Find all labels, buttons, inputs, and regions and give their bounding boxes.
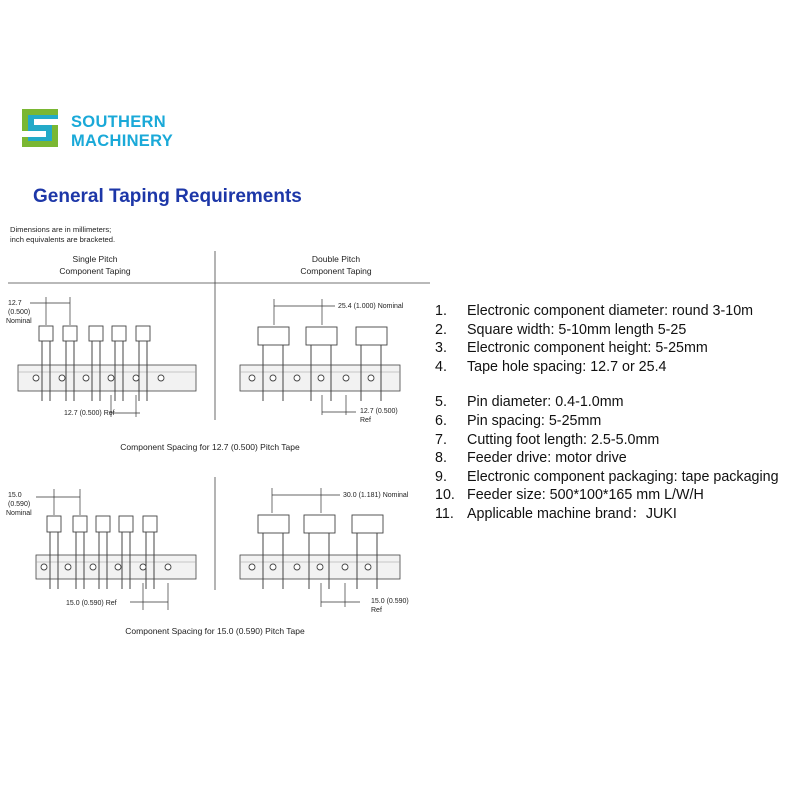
page-title: General Taping Requirements — [33, 186, 302, 207]
list-item — [435, 468, 795, 487]
pitch-dimension-label: 30.0 (1.181) Nominal — [343, 492, 409, 499]
item-text: Feeder size: 500*100*165 mm L/W/H — [467, 487, 704, 504]
units-note-line: Dimensions are in millimeters; — [10, 225, 112, 234]
pitch-dimension-label: (0.500) — [8, 309, 31, 316]
item-text: Applicable machine brand：JUKI — [467, 505, 677, 522]
item-number: 7. — [435, 431, 447, 448]
pitch-dimension-label: 15.0 — [8, 492, 22, 499]
item-number: 1. — [435, 303, 447, 319]
list-item — [435, 431, 795, 450]
single-pitch-header: Single Pitch — [72, 254, 118, 264]
list-item — [435, 393, 795, 412]
ref-dimension-label: 12.7 (0.500) Ref — [64, 410, 115, 417]
brand-mark-icon — [18, 105, 64, 151]
ref-dimension-label: 15.0 (0.590) Ref — [66, 600, 117, 607]
item-number: 4. — [435, 358, 447, 375]
item-text: Electronic component packaging: tape packaging — [467, 468, 779, 485]
pitch-dimension-label: Nominal — [6, 318, 32, 325]
item-number: 9. — [435, 468, 447, 485]
single-tape-top — [6, 297, 196, 417]
item-number: 2. — [435, 321, 447, 338]
double-pitch-header: Component Taping — [300, 266, 372, 276]
item-number: 8. — [435, 450, 447, 467]
list-spacer — [435, 376, 795, 393]
item-number: 3. — [435, 340, 447, 357]
pitch-dimension-label: 12.7 — [8, 300, 22, 307]
pitch-dimension-label: 25.4 (1.000) Nominal — [338, 303, 404, 310]
list-item — [435, 339, 795, 358]
double-tape-top — [240, 299, 404, 424]
double-tape-bottom — [240, 488, 409, 614]
units-note-line: inch equivalents are bracketed. — [10, 234, 116, 244]
ref-dimension-label: Ref — [371, 607, 382, 614]
ref-dimension-label: 12.7 (0.500) — [360, 408, 398, 415]
item-number: 5. — [435, 394, 447, 411]
item-text: Tape hole spacing: 12.7 or 25.4 — [467, 358, 667, 375]
list-item — [435, 358, 795, 377]
list-item — [435, 302, 795, 321]
item-text: Electronic component diameter: round 3-10m — [467, 303, 754, 319]
item-text: Pin diameter: 0.4-1.0mm — [467, 394, 624, 411]
taping-diagram — [0, 245, 430, 645]
item-text: Cutting foot length: 2.5-5.0mm — [467, 431, 660, 448]
item-number: 6. — [435, 412, 447, 429]
single-tape-bottom — [6, 489, 196, 610]
item-number: 11. — [435, 505, 454, 522]
caption-15-0: Component Spacing for 15.0 (0.590) Pitch Tape — [125, 626, 305, 636]
ref-dimension-label: Ref — [360, 417, 371, 424]
brand-name-line2: MACHINERY — [71, 132, 174, 150]
pitch-dimension-label: (0.590) — [8, 501, 31, 508]
pitch-dimension-label: Nominal — [6, 510, 32, 517]
list-item — [435, 321, 795, 340]
item-text: Square width: 5-10mm length 5-25 — [467, 321, 687, 338]
list-item — [435, 449, 795, 468]
ref-dimension-label: 15.0 (0.590) — [371, 598, 409, 605]
item-text: Pin spacing: 5-25mm — [467, 412, 602, 429]
item-number: 10. — [435, 487, 455, 504]
double-pitch-header: Double Pitch — [311, 254, 361, 264]
list-item — [435, 486, 795, 505]
item-text: Feeder drive: motor drive — [467, 450, 627, 467]
requirements-list — [435, 302, 795, 524]
units-note — [10, 225, 115, 244]
brand-logo — [18, 105, 193, 155]
single-pitch-header: Component Taping — [59, 266, 131, 276]
list-item — [435, 505, 795, 524]
caption-12-7: Component Spacing for 12.7 (0.500) Pitch Tape — [120, 442, 300, 452]
list-item — [435, 412, 795, 431]
item-text: Electronic component height: 5-25mm — [467, 340, 708, 357]
brand-name-line1: SOUTHERN — [71, 113, 166, 131]
